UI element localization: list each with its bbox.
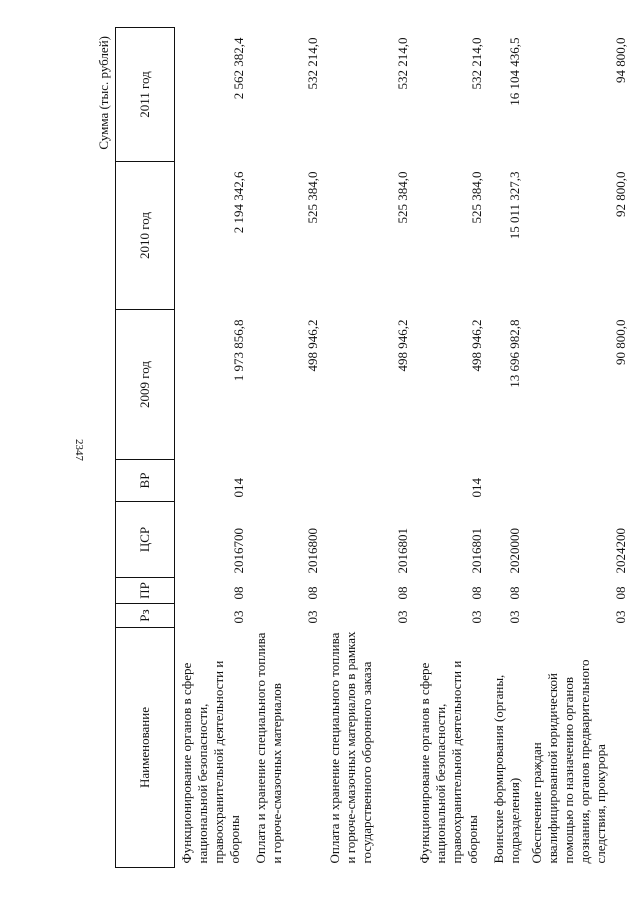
row-pr: 08 <box>305 586 320 600</box>
header-name: Наименование <box>116 628 175 868</box>
table-row <box>525 28 631 868</box>
units-caption: Сумма (тыс. рублей) <box>96 36 111 150</box>
row-name: Функционирование органов в сфере национальной безопасности, правоохранительной деятельности и обороны <box>179 660 242 864</box>
row-name: Обеспечение граждан квалифицированной юридической помощью по назначению органов дознания, органов предварительного следствия, прокурора <box>529 659 608 864</box>
row-2009: 1 973 856,8 <box>231 319 246 382</box>
row-2011: 16 104 436,5 <box>507 37 522 106</box>
row-2011: 94 800,0 <box>613 37 628 83</box>
header-2009: 2009 год <box>116 310 175 460</box>
header-2011: 2011 год <box>116 28 175 162</box>
row-2011: 532 214,0 <box>305 37 320 90</box>
budget-table <box>115 27 631 868</box>
row-csr: 2016700 <box>231 528 246 574</box>
header-csr: ЦСР <box>116 502 175 578</box>
row-2010: 525 384,0 <box>469 171 484 224</box>
row-pr: 08 <box>507 586 522 600</box>
row-rz: 03 <box>305 610 320 624</box>
rotated-page-content <box>93 28 628 868</box>
row-vr <box>323 460 413 502</box>
row-2009: 13 696 982,8 <box>507 319 522 388</box>
row-vr: 014 <box>231 478 246 498</box>
row-rz: 03 <box>469 610 484 624</box>
page-number: 2347 <box>73 439 85 461</box>
row-pr: 08 <box>231 586 246 600</box>
header-pr: ПР <box>116 578 175 604</box>
row-csr: 2016801 <box>395 528 410 574</box>
row-2009: 498 946,2 <box>469 319 484 372</box>
row-rz: 03 <box>231 610 246 624</box>
row-2011: 2 562 382,4 <box>231 37 246 100</box>
row-name: Функционирование органов в сфере национальной безопасности, правоохранительной деятельности и обороны <box>417 660 480 864</box>
row-rz: 03 <box>613 610 628 624</box>
row-pr: 08 <box>395 586 410 600</box>
row-rz: 03 <box>395 610 410 624</box>
row-2011: 532 214,0 <box>469 37 484 90</box>
row-2011: 532 214,0 <box>395 37 410 90</box>
row-vr <box>525 460 631 502</box>
row-name: Оплата и хранение специального топлива и горюче-смазочных материалов в рамках государственного оборонного заказа <box>327 631 374 864</box>
row-vr <box>487 460 525 502</box>
row-csr: 2016800 <box>305 528 320 574</box>
row-csr: 2020000 <box>507 528 522 574</box>
row-csr: 2016801 <box>469 528 484 574</box>
table-row <box>413 28 487 868</box>
row-name: Оплата и хранение специального топлива и горюче-смазочных материалов <box>253 632 284 864</box>
row-2010: 525 384,0 <box>395 171 410 224</box>
table-row <box>175 28 250 868</box>
row-2010: 92 800,0 <box>613 171 628 217</box>
row-2010: 525 384,0 <box>305 171 320 224</box>
row-rz: 03 <box>507 610 522 624</box>
row-2009: 90 800,0 <box>613 319 628 365</box>
row-2009: 498 946,2 <box>305 319 320 372</box>
row-vr: 014 <box>469 478 484 498</box>
row-2009: 498 946,2 <box>395 319 410 372</box>
header-rz: Рз <box>116 604 175 628</box>
row-pr: 08 <box>613 586 628 600</box>
header-vr: ВР <box>116 460 175 502</box>
row-name: Воинские формирования (органы, подразделения) <box>491 674 522 864</box>
table-row <box>249 28 323 868</box>
row-2010: 15 011 327,3 <box>507 171 522 240</box>
header-2010: 2010 год <box>116 162 175 310</box>
row-csr: 2024200 <box>613 528 628 574</box>
row-pr: 08 <box>469 586 484 600</box>
table-header-row <box>116 28 175 868</box>
table-row <box>487 28 525 868</box>
row-vr <box>249 460 323 502</box>
row-2010: 2 194 342,6 <box>231 171 246 234</box>
table-row <box>323 28 413 868</box>
